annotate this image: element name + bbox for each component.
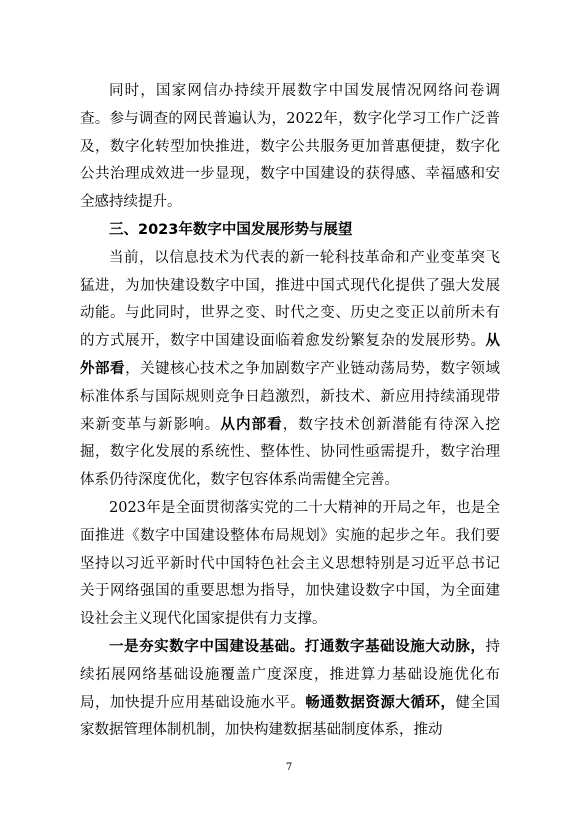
- paragraph: [80, 634, 500, 745]
- page-number: 7: [285, 762, 293, 773]
- text-run: 持续拓展网络基础设施覆盖广度深度，推进算力基础设施优化布局，加快提升应用基础设施水平。: [80, 638, 500, 711]
- bold-text-run: 从内部看: [220, 416, 283, 433]
- text-run: ，数字技术创新潜能有待深入挖掘，数字化发展的系统性、整体性、协同性亟需提升，数字治理体系仍待深度优化，数字包容体系尚需健全完善。: [80, 416, 501, 489]
- paragraph: [80, 495, 500, 634]
- text-run: 2023年是全面贯彻落实党的二十大精神的开局之年，也是全面推进《数字中国建设整体布局规划》实施的起步之年。我们要坚持以习近平新时代中国特色社会主义思想特别是习近平总书记关于网络强国的重要思想为指导，加快建设数字中国，为全面建设社会主义现代化国家提供有力支撑。: [80, 499, 500, 628]
- text-run: 健全国家数据管理体制机制，加快构建数据基础制度体系，推动: [80, 694, 501, 739]
- body-text: [80, 78, 500, 745]
- bold-text-run: 从外部看: [80, 333, 500, 377]
- paragraph: [80, 78, 500, 217]
- text-run: 同时，国家网信办持续开展数字中国发展情况网络问卷调查。参与调查的网民普遍认为，2022年，数字化学习工作广泛普及，数字化转型加快推进，数字公共服务更加普惠便捷，数字化公共治理成效进一步显现，数字中国建设的获得感、幸福感和安全感持续提升。: [80, 83, 500, 211]
- text-run: 三、2023年数字中国发展形势与展望: [109, 221, 353, 238]
- bold-text-run: 一是夯实数字中国建设基础。打通数字基础设施大动脉，: [109, 638, 486, 655]
- section-heading: [80, 217, 500, 245]
- text-run: 当前，以信息技术为代表的新一轮科技革命和产业变革突飞猛进，为加快建设数字中国，推进中国式现代化提供了强大发展动能。与此同时，世界之变、时代之变、历史之变正以前所未有的方式展开，数字中国建设面临着愈发纷繁复杂的发展形势。: [80, 249, 500, 350]
- paragraph: [80, 245, 500, 495]
- text-run: ，关键核心技术之争加剧数字产业链动荡局势，数字领域标准体系与国际规则竞争日趋激烈，新技术、新应用持续涌现带来新变革与新影响。: [80, 360, 501, 433]
- bold-text-run: 畅通数据资源大循环，: [305, 694, 456, 711]
